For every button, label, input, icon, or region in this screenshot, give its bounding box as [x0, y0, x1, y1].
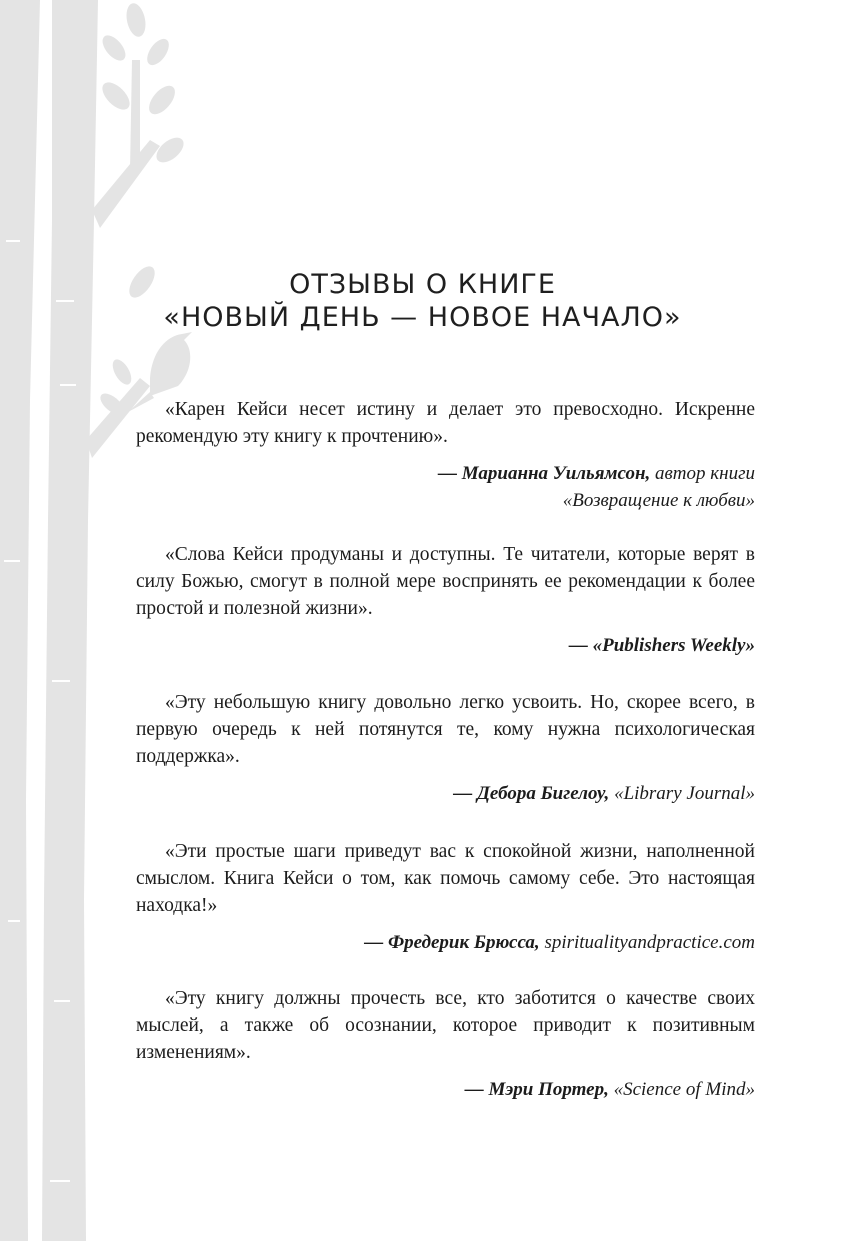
- title-line-2: «НОВЫЙ ДЕНЬ — НОВОЕ НАЧАЛО»: [163, 302, 682, 333]
- review-source-line-2: «Возвращение к любви»: [562, 490, 755, 511]
- review-quote: «Карен Кейси несет истину и делает это превосходно. Искренне рекомендую эту книгу к прочтению».: [136, 399, 755, 447]
- review-source: автор книги: [655, 463, 755, 484]
- review-quote: «Эту небольшую книгу довольно легко усвоить. Но, скорее всего, в первую очередь к ней потянутся те, кому нужна психологическая поддержка».: [136, 692, 755, 767]
- review-3: [136, 689, 755, 807]
- review-attribution: [136, 460, 755, 514]
- review-author: — Марианна Уильямсон,: [438, 463, 651, 484]
- review-4: [136, 838, 755, 956]
- review-author: — Мэри Портер,: [464, 1079, 609, 1100]
- review-1: [136, 396, 755, 514]
- review-quote: «Эту книгу должны прочесть все, кто заботится о качестве своих мыслей, а также об осознании, которое приводит к позитивным изменениям».: [136, 988, 755, 1063]
- review-author: — Дебора Бигелоу,: [453, 783, 610, 804]
- review-attribution: [136, 632, 755, 659]
- review-author: — Фредерик Брюсса,: [364, 932, 540, 953]
- review-author: — «Publishers Weekly»: [568, 635, 755, 656]
- review-quote: «Слова Кейси продуманы и доступны. Те читатели, которые верят в силу Божью, смогут в полной мере воспринять ее рекомендации к более простой и полезной жизни».: [136, 544, 755, 619]
- review-5: [136, 985, 755, 1103]
- review-attribution: [136, 929, 755, 956]
- review-attribution: [136, 1076, 755, 1103]
- review-source: spiritualityandpractice.com: [544, 932, 755, 953]
- title-line-1: ОТЗЫВЫ О КНИГЕ: [289, 269, 556, 300]
- review-source: «Library Journal»: [614, 783, 755, 804]
- review-attribution: [136, 780, 755, 807]
- review-source: «Science of Mind»: [613, 1079, 755, 1100]
- review-2: [136, 541, 755, 659]
- page-title: [0, 268, 845, 334]
- review-quote: «Эти простые шаги приведут вас к спокойной жизни, наполненной смыслом. Книга Кейси о том, как помочь самому себе. Это настоящая находка!»: [136, 841, 755, 916]
